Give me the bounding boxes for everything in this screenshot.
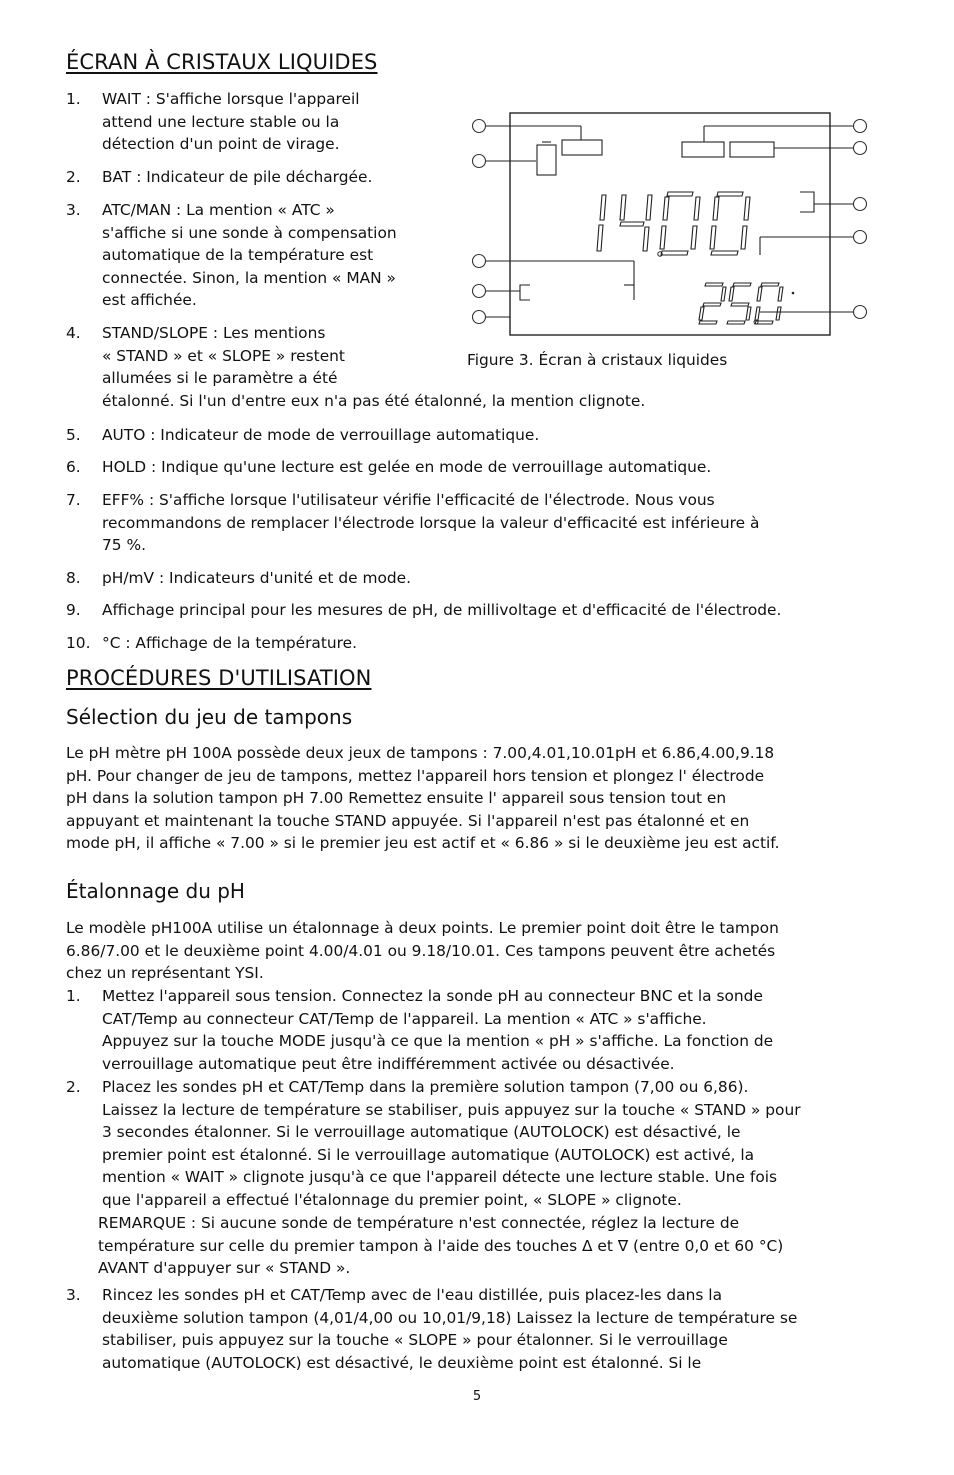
term-bat: BAT [102,168,132,186]
section-title-lcd: ÉCRAN À CRISTAUX LIQUIDES [66,50,378,74]
term-remarque: REMARQUE [98,1214,187,1232]
term-autolock: AUTOLOCK [211,1353,296,1372]
callout-circle [473,311,486,324]
buffer-paragraph: Le pH mètre pH 100A possède deux jeux de tampons : 7.00,4.01,10.01pH et 6.86,4.00,9.18 pH. Pour changer de jeu de tampons, mettez l'appareil hors tension et plongez l' électrode pH dans la solution tampon pH 7.00 Remettez ensuite l' appareil sous tension tout en appuyant et maintenant la touche STAND appuyée. Si l'appareil n'est pas étalonné et en mode pH, il affiche « 7.00 » si le premier jeu est actif et « 6.86 » si le deuxième jeu est actif. [66,744,780,853]
main-reading-digits [597,192,783,324]
term-atc-man: ATC/MAN [102,201,172,219]
callout-circle [473,285,486,298]
callout-circle [473,255,486,268]
list-number: 1. [66,90,81,108]
subsection-title-calibration: Étalonnage du pH [66,879,245,903]
document-page: ÉCRAN À CRISTAUX LIQUIDES 1. WAIT : S'affiche lorsque l'appareil attend une lecture stable ou la détection d'un point de virage. 2. BAT : Indicateur de pile déchargée. 3. ATC/MAN : La mention « ATC » s'affiche si une sonde à compensation automatique de la température est connectée. Sinon, la mention « MAN » est affichée. 4. STAND/SLOPE : Les mentions « STAND » et « SLOPE » restent allumées si le paramètre a été étalonné. Si l'un d'entre eux n'a pas été étalonné, la mention clignote. 5. AUTO : Indicateur de mode de verrouillage automatique. 6. HOLD : Indique qu'une lecture est gelée en mode de verrouillage automatique. 7. EFF% : S'affiche lorsque l'utilisateur vérifie l'efficacité de l'électrode. Nous vous recommandons de remplacer l'électrode lorsque la valeur d'efficacité est inférieure à 75 %. 8. pH/mV : Indicateurs d'unité et de mode. 9. Affichage principal pour les mesures de pH, de millivoltage et d'efficacité de l'électrode. 10. °C : Affichage de la température. Figure 3. Écran à cristaux liquides PROCÉDURES D'UTILISATION Sélection du jeu de tampons Le pH mètre pH 100A possède deux jeux de tampons : 7.00,4.01,10.01pH et 6.86,4.00,9.18 pH. Pour changer de jeu de tampons, mettez l'appareil hors tension et plongez l' électrode pH dans la solution tampon pH 7.00 Remettez ensuite l' appareil sous tension tout en appuyant et maintenant la touche STAND appuyée. Si l'appareil n'est pas étalonné et en mode pH, il affiche « 7.00 » si le premier jeu est actif et « 6.86 » si le deuxième jeu est actif. Étalonnage du pH Le modèle pH100A utilise un étalonnage à deux points. Le premier point doit être le tampon 6.86/7.00 et le deuxième point 4.00/4.01 ou 9.18/10.01. Ces tampons peuvent être achetés chez un représentant YSI. 1. Mettez l'appareil sous tension. Connectez la sonde pH au connecteur BNC et la sonde CAT/Temp au connecteur CAT/Temp de l'appareil. La mention « ATC » s'affiche. Appuyez sur la touche MODE jusqu'à ce que la mention « pH » s'affiche. La fonction de verrouillage automatique peut être indifféremment activée ou désactivée. 2. Placez les sondes pH et CAT/Temp dans la première solution tampon (7,00 ou 6,86). Laissez la lecture de température se stabiliser, puis appuyez sur la touche « STAND » pour 3 secondes étalonner. Si le verrouillage automatique (AUTOLOCK) est désactivé, le premier point est étalonné. Si le verrouillage automatique (AUTOLOCK) est activé, la mention « WAIT » clignote jusqu'à ce que l'appareil détecte une lecture stable. Une fois que l'appareil a effectué l'étalonnage du premier point, « SLOPE » clignote. REMARQUE : Si aucune sonde de température n'est connectée, réglez la lecture de température sur celle du premier tampon à l'aide des touches Δ et ∇ (entre 0,0 et 60 °C) AVANT d'appuyer sur « STAND ». 3. Rincez les sondes pH et CAT/Temp avec de l'eau distillée, puis placez-les dans la deuxième solution tampon (4,01/4,00 ou 10,01/9,18) Laissez la lecture de température se stabiliser, puis appuyez sur la touche « SLOPE » pour étalonner. Si le verrouillage automatique (AUTOLOCK) est désactivé, le deuxième point est étalonné. Si le 5 [0,0,954,1475]
callout-circle [854,231,867,244]
term-avant: AVANT [98,1259,149,1278]
term-stand: STAND [334,811,387,830]
section-title-procedures: PROCÉDURES D'UTILISATION [66,666,372,690]
callout-circle [854,120,867,133]
callout-circle [473,155,486,168]
page-number: 5 [472,1389,482,1404]
term-wait: WAIT [102,90,141,108]
term-mode: MODE [278,1032,326,1051]
down-arrow-icon: ∇ [617,1236,629,1255]
lcd-frame [510,113,830,335]
callout-circle [854,142,867,155]
calibration-intro: Le modèle pH100A utilise un étalonnage à deux points. Le premier point doit être le tampon 6.86/7.00 et le deuxième point 4.00/4.01 ou 9.18/10.01. Ces tampons peuvent être achetés chez un représentant YSI. [66,919,779,983]
up-arrow-icon: Δ [581,1236,593,1255]
callout-circle [473,120,486,133]
callout-circle [854,198,867,211]
term-autolock: AUTOLOCK [560,1145,645,1164]
calibration-note: REMARQUE : Si aucune sonde de température n'est connectée, réglez la lecture de température sur celle du premier tampon à l'aide des touches Δ et ∇ (entre 0,0 et 60 °C) AVANT d'appuyer sur « STAND ». [98,1214,784,1278]
term-stand-slope: STAND/SLOPE [102,324,208,342]
lcd-diagram [460,105,880,345]
figure-caption: Figure 3. Écran à cristaux liquides [467,351,728,369]
subsection-title-buffer: Sélection du jeu de tampons [66,705,353,729]
term-autolock: AUTOLOCK [519,1123,604,1142]
degree-dot [792,292,795,295]
callout-circle [854,306,867,319]
